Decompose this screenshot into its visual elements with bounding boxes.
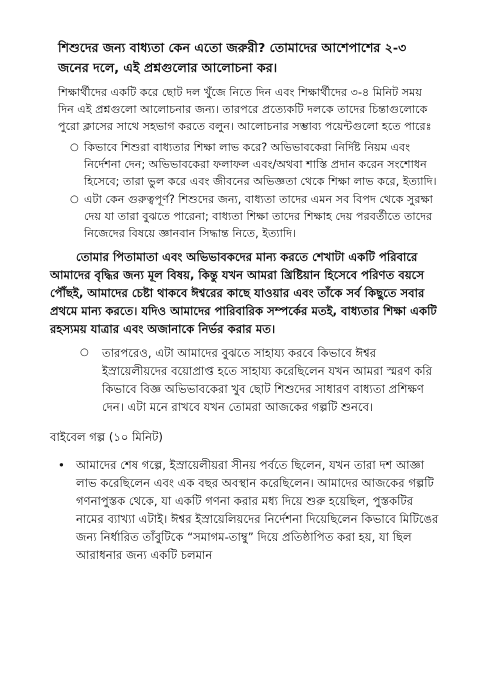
filled-bullet-icon: •	[58, 458, 65, 472]
list-item	[70, 191, 440, 242]
intro-paragraph: শিক্ষার্থীদের একটি করে ছোট দল খুঁজে নিতে দিন এবং শিক্ষার্থীদের ৩-৪ মিনিট সময় দিন এই প্রশ্নগুলো আলোচনার জন্য। তারপরে প্রত্যেকটি দলকে তাদের চিন্তাগুলোকে পুরো ক্লাসের সাথে সহভাগ করতে বলুন। আলোচনার সম্ভাব্য পয়েন্টগুলো হতে পারেঃ	[58, 86, 432, 133]
discussion-point-text: কিভাবে শিশুরা বাধ্যতার শিক্ষা লাভ করে? অভিভাবকেরা নির্দিষ্ট নিয়ম এবং নির্দেশনা দেন; অভিভাবকেরা ফলাফল এবং/অথবা শাস্তি প্রদান করেন সংশোধন হিসেবে; তারা ভুল করে এবং জীবনের অভিজ্ঞতা থেকে শিক্ষা লাভ করে, ইত্যাদি।	[84, 141, 437, 188]
story-text: আমাদের শেষ গল্পে, ইস্রায়েলীয়রা সীনয় পর্বতে ছিলেন, যখন তারা দশ আজ্ঞা লাভ করেছিলেন এবং এক বছর অবস্থান করেছিলেন। আমাদের আজকের গল্পটি গণনাপুস্তক থেকে, যা একটি গণনা করার মধ্য দিয়ে শুরু হয়েছিল, পুস্তকটির নামের ব্যাখ্যা এটাই। ঈশ্বর ইস্রায়েলিয়দের নির্দেশনা দিয়েছিলেন কিভাবে মিটিঙের জন্য নির্ধারিত তাঁবুটিকে “সমাগম-তাম্বু” দিয়ে প্রতিষ্ঠাপিত করা হয়, যা ছিল আরাধনার জন্য একটি চলমান	[76, 458, 439, 562]
document-page	[50, 38, 440, 564]
transition-text: তারপরেও, এটা আমাদের বুঝতে সাহায্য করবে কিভাবে ঈশ্বর ইস্রায়েলীয়দের বয়োপ্রাপ্ত হতে সাহায্য করেছিলেন যখন আমরা স্মরণ করি কিভাবে বিজ্ঞ অভিভাবকেরা খুব ছোট শিশুদের সাধারণ বাধ্যতা প্রশিক্ষণ দেন। এটা মনে রাখবে যখন তোমরা আজকের গল্পটি শুনবে।	[102, 346, 433, 414]
list-item	[70, 139, 440, 190]
transition-item	[80, 344, 440, 416]
main-paragraph: তোমার পিতামাতা এবং অভিভাবকদের মান্য করতে শেখাটা একটি পরিবারে আমাদের বৃদ্ধির জন্য মূল বিষয়, কিন্তু যখন আমরা খ্রিষ্টিয়ান হিসেবে পরিণত বয়সে পৌঁছই, আমাদের চেষ্টা থাকবে ঈশ্বরের কাছে যাওয়ার এবং তাঁকে সর্ব কিছুতে সবার প্রথমে মান্য করতে। যদিও আমাদের পারিবারিক সম্পর্কের মতই, বাধ্যতার শিক্ষা একটি রহস্যময় যাত্রার এবং অজানাকে নির্ভর করার মত।	[50, 250, 437, 336]
hollow-bullet-icon: ○	[70, 194, 79, 205]
section-heading: শিশুদের জন্য বাধ্যতা কেন এতো জরুরী? তোমাদের আশেপাশের ২-৩ জনের দলে, এই প্রশ্নগুলোর আলোচনা কর।	[58, 40, 407, 75]
discussion-point-text: এটা কেন গুরুত্বপূর্ণ? শিশুদের জন্য, বাধ্যতা তাদের এমন সব বিপদ থেকে সুরক্ষা দেয় যা তারা বুঝতে পারেনা; বাধ্যতা শিক্ষা তাদের শিক্ষাহ দেয় পরবর্তীতে তাদের নিজেদের বিষয়ে জ্ঞানবান সিদ্ধান্ত নিতে, ইত্যাদি।	[84, 193, 433, 240]
story-bullet-item	[58, 456, 440, 564]
hollow-bullet-icon: ○	[70, 142, 79, 153]
bible-story-title: বাইবেল গল্প (১০ মিনিট)	[50, 430, 163, 444]
hollow-bullet-icon: ○	[80, 347, 89, 358]
discussion-points-list	[58, 139, 440, 242]
